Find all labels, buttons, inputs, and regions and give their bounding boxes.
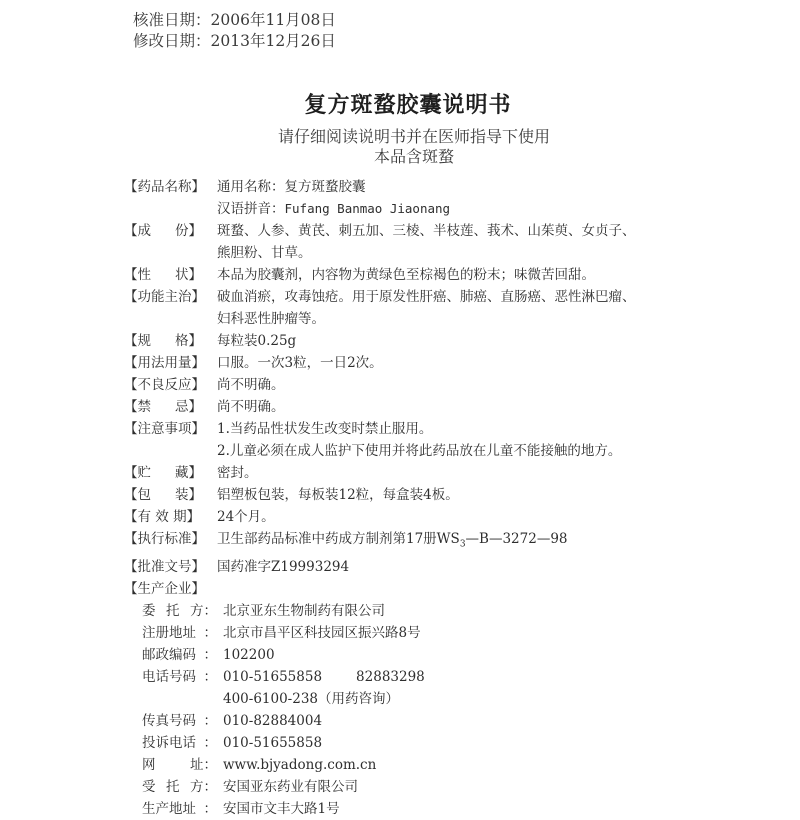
section-storage	[124, 462, 704, 484]
manufacturer-entry	[124, 710, 704, 732]
section-ingredients	[124, 220, 704, 242]
entry-label: 网 址 ：	[142, 756, 217, 773]
section-label: 【有 效 期】	[124, 509, 201, 525]
pinyin-line	[124, 198, 704, 220]
section-manufacturer	[124, 578, 704, 600]
entry-value: 400-6100-238（用药咨询）	[223, 690, 400, 707]
generic-name-label: 通用名称：	[217, 179, 285, 195]
approval-date-line	[133, 10, 336, 31]
section-label: 【贮 藏】	[124, 465, 202, 481]
entry-value: www.bjyadong.com.cn	[223, 756, 377, 773]
validity-text: 24个月。	[217, 509, 275, 525]
manufacturer-entry	[124, 754, 704, 776]
section-precautions	[124, 418, 704, 440]
section-package	[124, 484, 704, 506]
manufacturer-entry	[124, 732, 704, 754]
section-label: 【批准文号】	[124, 558, 205, 575]
precaution-item-1: 1.当药品性状发生改变时禁止服用。	[217, 421, 433, 437]
section-label: 【注意事项】	[124, 421, 205, 437]
ingredients-line-2: 熊胆粉、甘草。	[217, 245, 312, 261]
manufacturer-entry	[124, 776, 704, 798]
contraindications-text: 尚不明确。	[217, 399, 285, 415]
storage-text: 密封。	[217, 465, 258, 481]
entry-label: 电话号码 ：	[142, 668, 217, 685]
entry-label: 生产地址 ：	[142, 800, 217, 817]
package-text: 铝塑板包装，每板装12粒，每盒装4板。	[217, 487, 459, 503]
section-label: 【生产企业】	[124, 580, 205, 597]
entry-label: 注册地址 ：	[142, 624, 217, 641]
standard-text: 卫生部药品标准中药成方制剂第17册$WS_3—B—3272—98$	[217, 531, 568, 550]
adverse-text: 尚不明确。	[217, 377, 285, 393]
section-contraindications	[124, 396, 704, 418]
subtitle-line-2: 本品含斑蝥	[373, 147, 454, 166]
entry-value: 安国市文丰大路1号	[223, 800, 340, 817]
indications-line-1: 破血消瘀，攻毒蚀疮。用于原发性肝癌、肺癌、直肠癌、恶性淋巴瘤、	[217, 289, 636, 305]
section-specification	[124, 330, 704, 352]
section-label: 【性 状】	[124, 267, 202, 283]
manufacturer-entry	[124, 798, 704, 820]
entry-label: 委 托 方 ：	[142, 602, 217, 619]
dosage-text: 口服。一次3粒，一日2次。	[217, 355, 383, 371]
section-description	[124, 264, 704, 286]
entry-label: 传真号码 ：	[142, 712, 217, 729]
section-adverse-reactions	[124, 374, 704, 396]
manufacturer-details	[124, 600, 704, 820]
approval-date-label: 核准日期：	[133, 11, 211, 29]
entry-label	[142, 688, 217, 710]
precaution-item-2: 2.儿童必须在成人监护下使用并将此药品放在儿童不能接触的地方。	[217, 443, 622, 459]
manufacturer-entry	[124, 600, 704, 622]
entry-value: 010-82884004	[223, 712, 323, 729]
entry-value: 102200	[223, 646, 275, 663]
dates-block	[133, 10, 336, 52]
entry-value: 安国亚东药业有限公司	[223, 778, 358, 795]
manufacturer-entry	[124, 666, 704, 688]
section-label: 【不良反应】	[124, 377, 205, 393]
entry-value: 北京亚东生物制药有限公司	[223, 602, 385, 619]
description-text: 本品为胶囊剂，内容物为黄绿色至棕褐色的粉末；味微苦回甜。	[217, 267, 595, 283]
section-label: 【规 格】	[124, 333, 202, 349]
document-title: 复方斑蝥胶囊说明书	[304, 93, 512, 118]
entry-label: 受 托 方 ：	[142, 778, 217, 795]
subtitle-line-1: 请仔细阅读说明书并在医师指导下使用	[277, 127, 550, 146]
revision-date: 2013年12月26日	[210, 32, 336, 50]
pinyin-label: 汉语拼音：	[217, 201, 285, 217]
manufacturer-entry	[124, 644, 704, 666]
revision-date-label: 修改日期：	[133, 32, 211, 50]
section-label: 【执行标准】	[124, 531, 205, 547]
entry-value: 010-51655858	[223, 734, 323, 751]
approval-date: 2006年11月08日	[210, 11, 336, 29]
section-validity	[124, 506, 704, 528]
section-drug-name	[124, 176, 704, 198]
generic-name: 复方斑蝥胶囊	[284, 179, 366, 195]
section-label: 【用法用量】	[124, 355, 205, 371]
section-label: 【包 装】	[124, 487, 202, 503]
subtitle	[0, 127, 800, 167]
section-dosage	[124, 352, 704, 374]
entry-value: 010-51655858 82883298	[223, 668, 425, 685]
section-label: 【药品名称】	[124, 179, 205, 195]
section-label: 【功能主治】	[124, 289, 205, 305]
section-label: 【成 份】	[124, 223, 202, 239]
pinyin-name: Fufang Banmao Jiaonang	[284, 201, 451, 216]
section-indications	[124, 286, 704, 308]
manufacturer-entry	[124, 688, 704, 710]
leaflet-body	[124, 176, 704, 820]
revision-date-line	[133, 31, 336, 52]
ingredients-line-1: 斑蝥、人参、黄芪、刺五加、三棱、半枝莲、莪术、山茱萸、女贞子、	[217, 223, 636, 239]
entry-value: 北京市昌平区科技园区振兴路8号	[223, 624, 421, 641]
section-approval-number	[124, 556, 704, 578]
entry-label: 投诉电话 ：	[142, 734, 217, 751]
specification-text: 每粒装0.25g	[217, 333, 297, 349]
manufacturer-entry	[124, 622, 704, 644]
section-standard	[124, 528, 704, 556]
approval-number: 国药准字Z19993294	[217, 558, 350, 575]
entry-label: 邮政编码 ：	[142, 646, 217, 663]
indications-line-2: 妇科恶性肿瘤等。	[217, 311, 325, 327]
section-label: 【禁 忌】	[124, 399, 202, 415]
